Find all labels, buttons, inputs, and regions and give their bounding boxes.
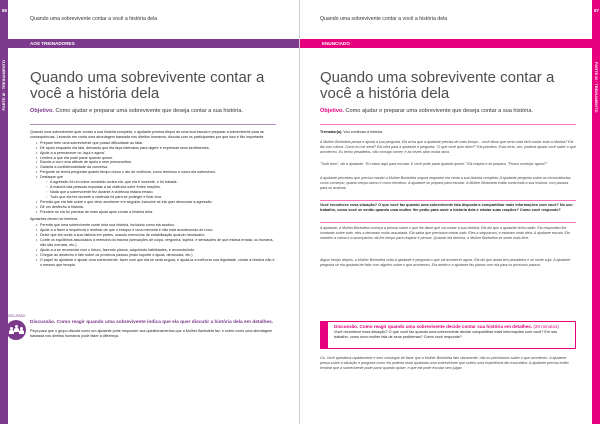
- left-divider: [30, 124, 276, 125]
- left-section-band: AOS TREINADORES: [8, 39, 300, 48]
- right-section-band: ENUNCIADO: [300, 39, 592, 48]
- left-intro: Quando uma sobrevivente quer contar a sua história completa, o ajudante precisa dispor de uma boa escuta e preparar a sobrevivente para as consequências. Levando em conta uma abordagem baseada nos direitos humanos, discuta com os participantes por que isso é tão importante.: [30, 130, 265, 139]
- list-item: • Pergunte se tem/a perguntar quanto tempo durou o ato de violência, como terminou e como ela sobreviveu.: [36, 170, 276, 175]
- left-section-tab: [0, 0, 8, 424]
- right-story-paragraph-1: A Mulher Borboleta pensa e ajusta a sua pergunta. Ela acha que a ajudante precisa de mais tempo... você disse que seria mais fácil contar toda a história? Ela diz com calma. Como eu me senti? Ela olha para a ajudante e pergunta: "O que você quer dizer?" Ela pondera. Está certo, sim, poderia ajudar você saber o que aconteceu. Eu tenho pesadelos, não consigo comer, e às vezes sinto muita raiva.: [320, 140, 576, 154]
- list-item: • Garanta a confidencialidade da conversa.: [36, 165, 276, 170]
- right-story-paragraph-6: Ou, Você questiona rapidamente e sem conseguir de fazer que a Mulher Borboleta fale claramente, não só precisamos saber o que aconteceu. A ajudante pensa sobre a situação e pergunta como ela poderia estar ajudando uma sobrevivente que sofreu uma experiência tão traumática. A ajudante precisa então lembrar que a sobrevivente pode parar quando quiser, e que ela pode escutar sem julgar.: [320, 356, 569, 370]
- list-item: • Permita que ela fale sobre o que deve acontecer em seguida, inclusive se ela quer denunciar a agressão.: [36, 200, 276, 205]
- list-item: • Escute-a com uma atitude de apoio e sem preconceitos.: [36, 160, 276, 165]
- right-section-tab: [592, 0, 600, 424]
- right-tab-label: PARTE III · TREINAMENTO: [594, 62, 599, 113]
- right-objective: [320, 108, 576, 115]
- right-page: [300, 0, 600, 424]
- list-item: • Deixe que ela conte a sua história em partes, usando exercícios de estabilização quando necessário.: [36, 233, 276, 238]
- right-divider: [320, 124, 576, 125]
- left-page-title: Quando uma sobrevivente contar a você a história dela: [30, 69, 265, 102]
- right-page-title: Quando uma sobrevivente contar a você a história dela: [320, 69, 555, 102]
- right-story-paragraph-2: "Tudo bem", diz a ajudante. "Eu estou aqui para escutar. E você pode parar quando quiser." Ela respira e se prepara. "Posso começar agora?": [320, 162, 548, 166]
- right-story-paragraph-3: A ajudante percebeu que precisa manter a Mulher Borboleta segura enquanto ela conta a sua história completa. A ajudante pergunta sobre as circunstâncias, como começou, quanto tempo durou e como terminou. A ajudante se prepara para escutar. A Mulher Borboleta então conta toda a sua história, com pausas para se acalmar.: [320, 176, 572, 190]
- list-item: • O papel do ajudante é ajudar uma sobrevivente, fazer com que ela se sinta segura, e ajudá-la a melhorar sua dignidade, contar a história não é o mesmo que terapia.: [36, 258, 276, 268]
- list-item: • Dê um desfecho à história.: [36, 205, 276, 210]
- trainer-label: Treinador(a).: [320, 130, 343, 134]
- list-item: • Chegue ao desfecho e fale sobre os próximos passos (mais suporte e ajuda, denúncias, etc.).: [36, 253, 276, 258]
- list-item: • Prepare bem uma sobrevivente que possui dificuldade ao falar.: [36, 141, 276, 146]
- left-sub-bullet-list: [46, 180, 276, 200]
- right-story-paragraph-5: Algum tempo depois, a Mulher Borboleta volta à ajudante e pergunta o que vai acontecer agora. Ela diz que ainda tem pesadelos e se sente suja. A ajudante pergunta se ela gostaria de falar com alguém sobre o que aconteceu. Ela aceita e a ajudante faz planos com ela para os próximos passos.: [320, 258, 571, 267]
- left-body: [30, 130, 276, 267]
- right-question-1: Você reconhece essa situação? O que você faz quando uma sobrevivente fala disposta a compartilhar mais informações com você? No seu trabalho, como você se sentiu quando uma mulher lhe pediu para ouvir a história dela e relatar suas reações? Como você responde?: [320, 203, 573, 212]
- list-item: • Dê apoio enquanto ela fala, deixando que ela faça intervalos para digerir e expressar seus sentimentos.: [36, 146, 276, 151]
- list-item-label: Destaque que: [40, 175, 63, 180]
- left-after-list: [36, 223, 276, 267]
- right-page-number: 87: [593, 8, 599, 13]
- left-discussion-body: Peça para que o grupo discuta como um ajudante pode responder aos questionamentos que a Mulher Barboleta faz, e sobre como uma abordagem baseada nos direitos humanos pode fazer a diferença.: [30, 328, 273, 338]
- list-item: • Ajude-a a permanecer no 'aqui e agora'.: [36, 151, 276, 156]
- discussion-badge-label: DISCUSSÃO: [6, 314, 26, 318]
- list-item: • Ajude-a a fazer a sequência e lembrar de que o estupro é uma memória e não está acontecendo de novo.: [36, 228, 276, 233]
- list-item: ◦ A maioria das pessoas expostas a tal violência sofre fortes reações.: [46, 185, 276, 190]
- left-objective-label: Objetivo.: [30, 108, 54, 114]
- list-item: ◦ Tudo que ela fez durante a violência foi para se proteger e ficar viva.: [46, 195, 276, 200]
- right-story-paragraph-4: A ajudante, a Mulher Borboleta começa a pensar sobre o que lhe disse que vai contar a sua história. Ela diz que a ajudante tinha razão. Ela respondeu lhe contando sobre tudo, eles a deixaram muito assustada. Ela sabia que precisava contar tudo. Eles a seguraram, e estavam rindo dela. A ajudante escuta. Ela mantém a calma e a acompanha, dá-lhe tempo para respirar e pensar. Quando ela termina, a Mulher Borboleta se sente mais leve.: [320, 226, 570, 240]
- right-discussion-box: [320, 321, 576, 349]
- right-running-head: Quando uma sobrevivente contar a você a história dela: [320, 16, 448, 22]
- right-discussion-heading: [334, 324, 569, 329]
- list-item: ◦ Nada que a sobrevivente fez durante a violência estava errado.: [46, 190, 276, 195]
- left-page-number: 86: [2, 8, 8, 13]
- list-item: • Pondere se ela foi precisar de mais ajuda após contar a história dela.: [36, 210, 276, 215]
- left-bullet-list: [36, 141, 276, 215]
- right-divider-3: [320, 222, 576, 223]
- left-running-head: Quando uma sobrevivente contar a você a história dela: [30, 16, 158, 22]
- left-discussion-heading: Discussão. Como reagir quando uma sobrevivente indica que ela quer discutir a história dela em detalhes.: [30, 320, 274, 325]
- right-discussion-heading-text: Discussão. Como reagir quando uma sobrevivente decide contar sua história em detalhes.: [334, 324, 533, 329]
- right-objective-label: Objetivo.: [320, 108, 344, 114]
- left-after-label: Ajudantes devem se lembrar:: [30, 217, 78, 222]
- right-objective-text: Como ajudar e preparar uma sobrevivente que deseja contar a sua história.: [343, 108, 533, 114]
- right-trainer-line: [320, 130, 576, 136]
- list-item: • Conte os equilíbrios associados à memória do trauma (sensações de culpa, vergonha, sujeira, e sensações de que estava errada, ou humana, não são normais, etc.).: [36, 238, 276, 248]
- list-item: • Ajude-a a se reconectar com o futuro, fazendo planos, adquirindo habilidades, e reconstruindo.: [36, 248, 276, 253]
- left-tab-label: PARTE III · TREINAMENTO: [1, 60, 6, 111]
- left-discussion-box: [6, 314, 276, 382]
- right-discussion-body: Você reconhece essa situação? O que você faz quando uma sobrevivente decide compartilhar mais informações com você? Em seu trabalho, como uma mulher fala de seus problemas? Como você responde?: [334, 330, 558, 340]
- list-item: • Permita que uma sobrevivente conte toda sua história, incluindo como ela acabou.: [36, 223, 276, 228]
- left-objective: [30, 108, 276, 115]
- right-discussion-time: (20 minutos): [532, 324, 559, 329]
- list-item: • Lembre-a que ela pode parar quando quiser.: [36, 156, 276, 161]
- right-divider-2: [320, 200, 576, 201]
- discussion-group-icon: [6, 320, 26, 340]
- left-objective-text: Como ajudar e preparar uma sobrevivente que deseja contar a sua história.: [53, 108, 243, 114]
- person-icon: [19, 327, 24, 334]
- trainer-text: Vou continuar a história.: [342, 130, 383, 134]
- list-item: ◦ A agressão foi um crime cometido contra ela, que ela é inocente, e foi tratada.: [46, 180, 276, 185]
- list-item: [36, 175, 276, 200]
